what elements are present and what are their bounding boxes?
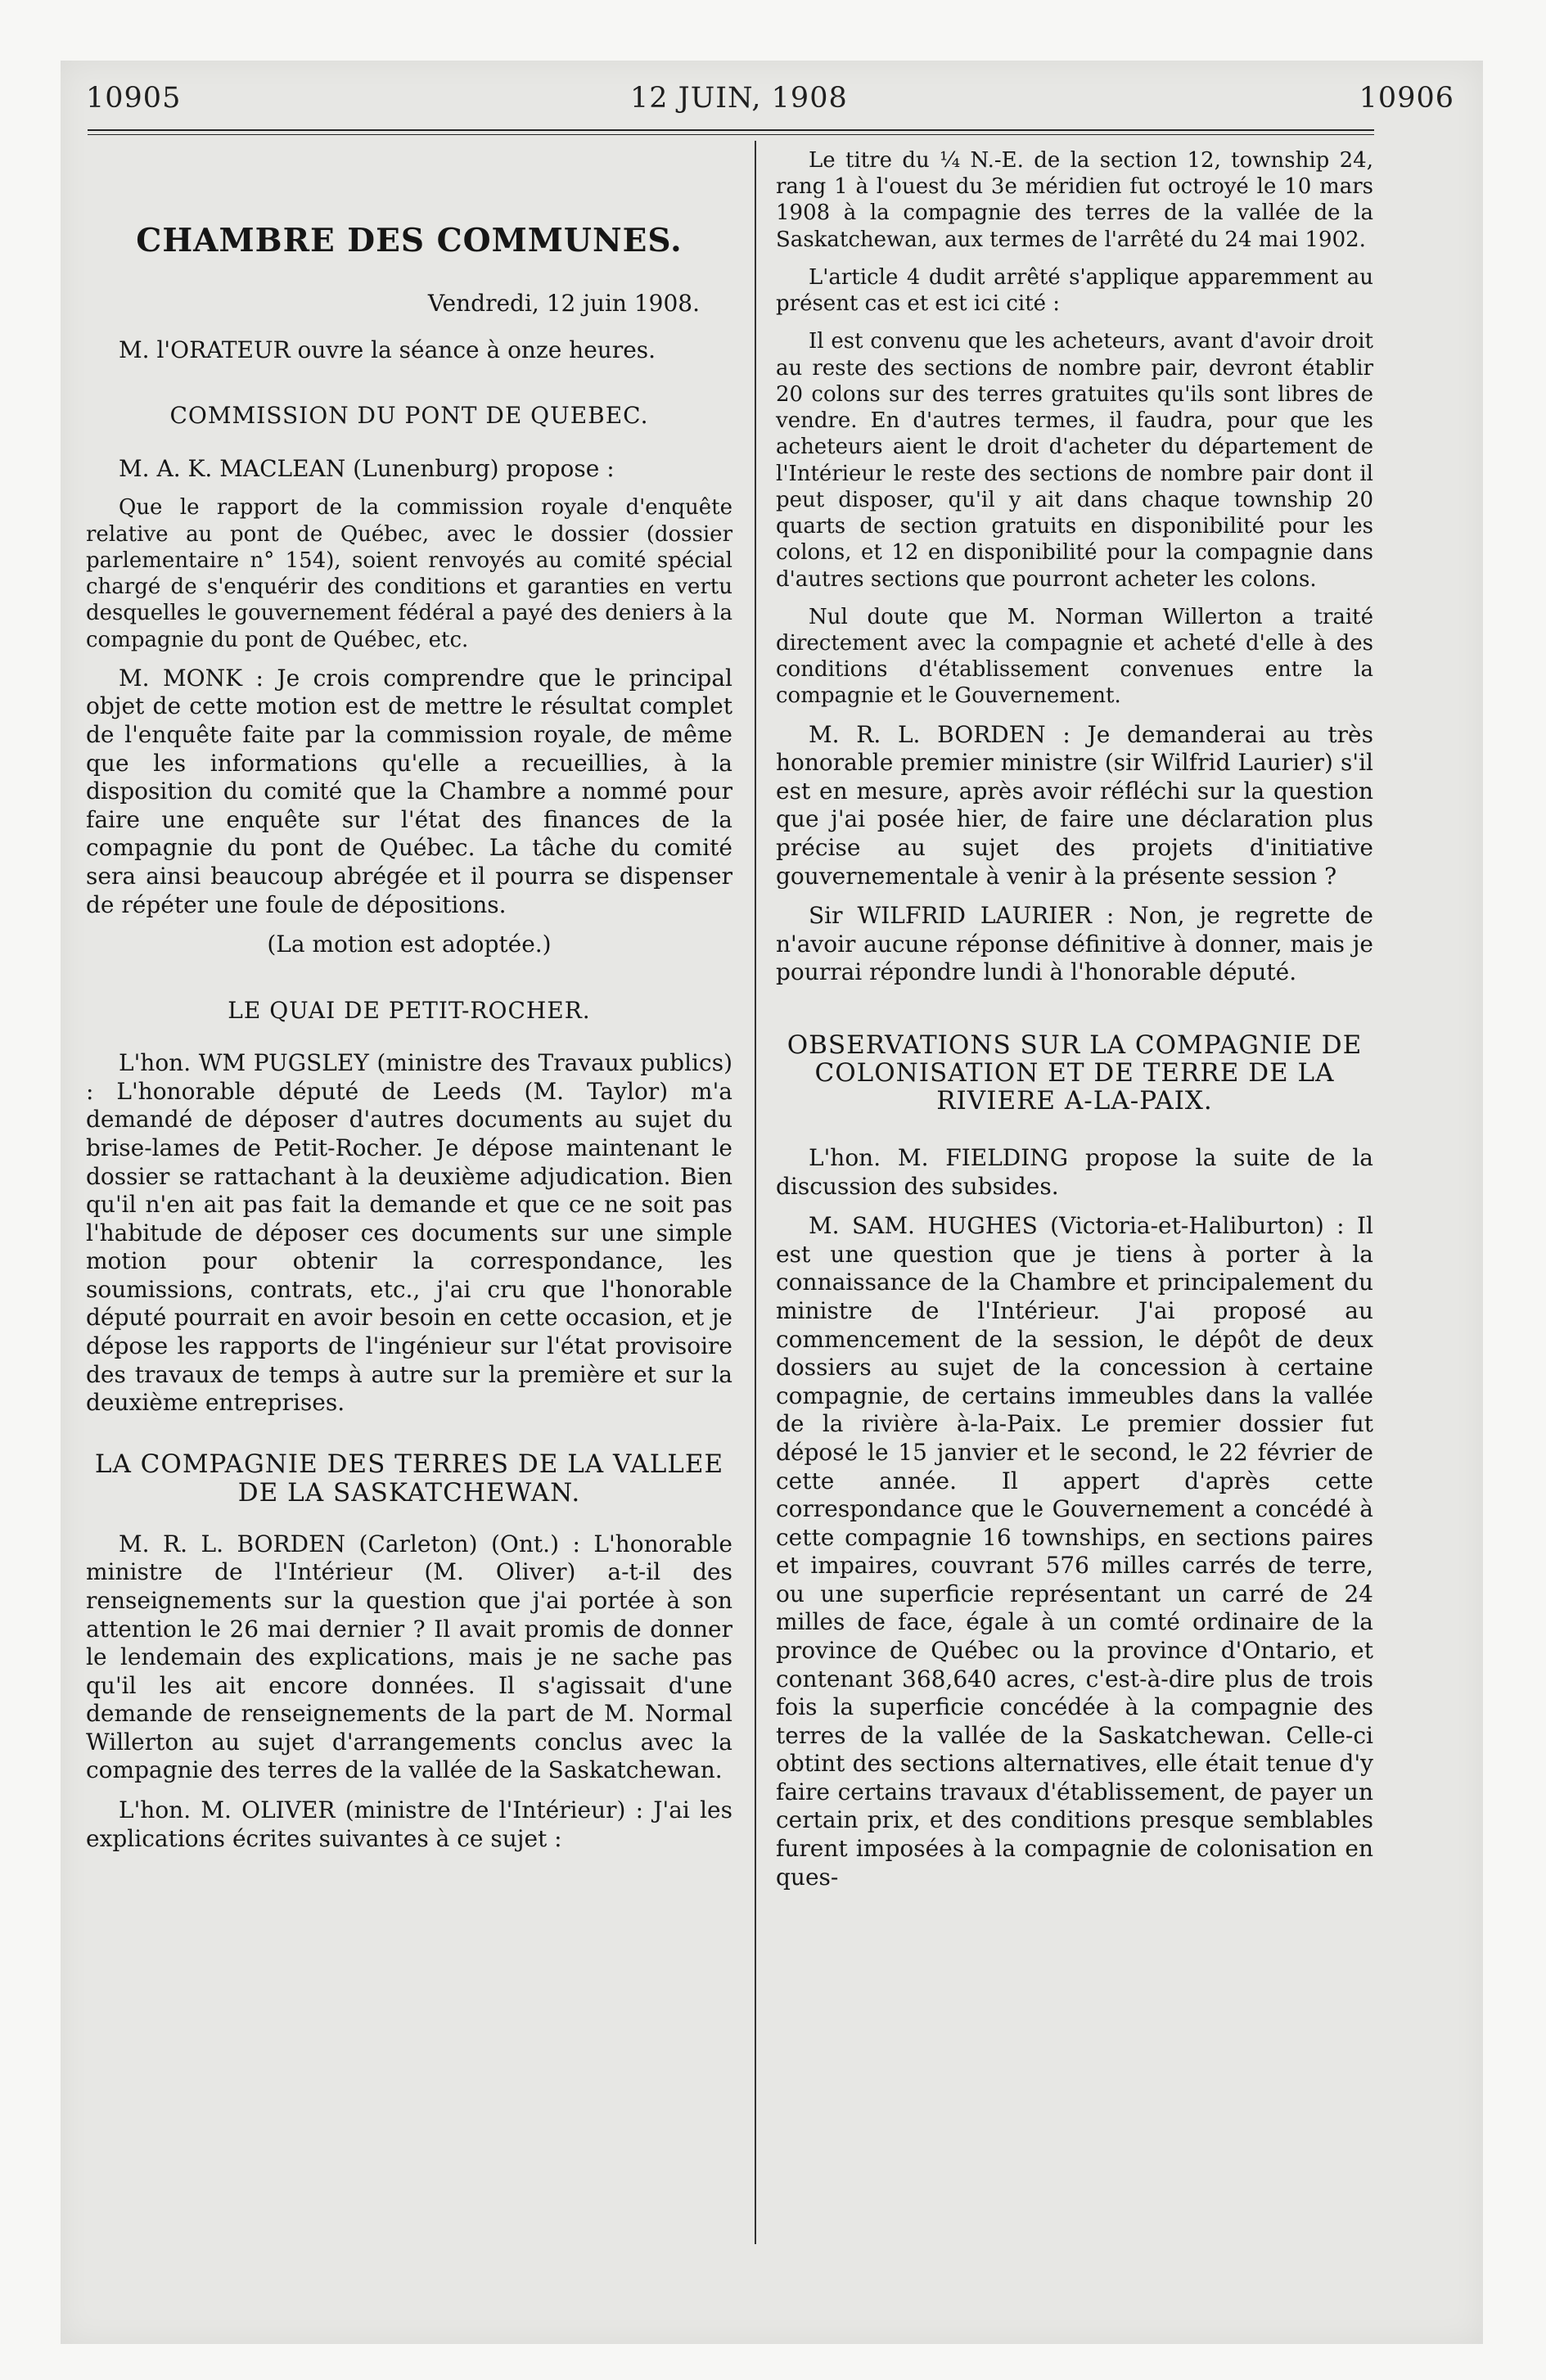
motion-text: Que le rapport de la commission royale d'enquête relative au pont de Québec, avec le dossier (dossier parlementaire n° 154), soient renvoyés au comité spécial chargé de s'enquérir des conditions et garanties en vertu desquelles le gouvernement fédéral a payé des deniers à la compagnie du pont de Québec, etc. (86, 495, 732, 652)
section-heading-quebec-bridge: COMMISSION DU PONT DE QUEBEC. (169, 402, 649, 430)
page-number-right: 10906 (1359, 82, 1454, 115)
opening-paragraph: M. l'ORATEUR ouvre la séance à onze heures. (119, 336, 656, 363)
title-paragraph: Le titre du ¼ N.-E. de la section 12, township 24, rang 1 à l'ouest du 3e méridien fut octroyé le 10 mars 1908 à la compagnie des terres de la vallée de la Saskatchewan, aux termes de l'arrêté du 24 mai 1902. (776, 148, 1373, 252)
section-heading-peace-river: OBSERVATIONS SUR LA COMPAGNIE DE COLONISATION ET DE TERRE DE LA RIVIERE A-LA-PAIX. (787, 1030, 1363, 1116)
section-heading-petit-rocher: LE QUAI DE PETIT-ROCHER. (228, 996, 591, 1024)
right-column (776, 147, 1373, 1903)
borden-paragraph: M. R. L. BORDEN (Carleton) (Ont.) : L'honorable ministre de l'Intérieur (M. Oliver) a-t-il des renseignements sur la question que j'ai portée à son attention le 26 mai dernier ? Il avait promis de donner le lendemain des explications, mais je ne sache pas qu'il les ait encore données. Il s'agissait d'une demande de renseignements de la part de M. Normal Willerton au sujet d'arrangements conclus avec la compagnie des terres de la vallée de la Saskatchewan. (86, 1530, 732, 1784)
sitting-date: Vendredi, 12 juin 1908. (427, 290, 700, 318)
maclean-paragraph: M. A. K. MACLEAN (Lunenburg) propose : (119, 454, 615, 482)
laurier-paragraph: Sir WILFRID LAURIER : Non, je regrette de n'avoir aucune réponse définitive à donner, mais je pourrai répondre lundi à l'honorable député. (776, 902, 1373, 986)
chamber-title: CHAMBRE DES COMMUNES. (136, 222, 683, 259)
article-paragraph: L'article 4 dudit arrêté s'applique apparemment au présent cas et est ici cité : (776, 264, 1373, 317)
header-rule (88, 129, 1374, 131)
hughes-paragraph: M. SAM. HUGHES (Victoria-et-Haliburton) : Il est une question que je tiens à porter à la connaissance de la Chambre et principalement du ministre de l'Intérieur. J'ai proposé au commencement de la session, le dépôt de deux dossiers au sujet de la concession à certaine compagnie, de certains immeubles dans la vallée de la rivière à-la-Paix. Le premier dossier fut déposé le 15 janvier et le second, le 22 février de cette année. Il appert d'après cette correspondance que le Gouvernement a concédé à cette compagnie 16 townships, en sections paires et impaires, couvrant 576 milles carrés de terre, ou une superficie représentant un carré de 24 milles de face, égale à un comté ordinaire de la province de Québec ou la province d'Ontario, et contenant 368,640 acres, c'est-à-dire plus de trois fois la superficie concédée à la compagnie des terres de la vallée de la Saskatchewan. Celle-ci obtint des sections alternatives, elle était tenue d'y faire certains travaux d'établissement, de payer un certain prix, et des conditions presque semblables furent imposées à la compagnie de colonisation en ques- (776, 1212, 1373, 1891)
borden-question-paragraph: M. R. L. BORDEN : Je demanderai au très honorable premier ministre (sir Wilfrid Laurier) s'il est en mesure, après avoir réfléchi sur la question que j'ai posée hier, de faire une déclaration plus précise au sujet des projets d'initiative gouvernementale à venir à la présente session ? (776, 720, 1373, 890)
fielding-paragraph: L'hon. M. FIELDING propose la suite de la discussion des subsides. (776, 1144, 1373, 1200)
monk-paragraph: M. MONK : Je crois comprendre que le principal objet de cette motion est de mettre le résultat complet de l'enquête faite par la commission royale, de même que les informations qu'elle a recueillies, à la disposition du comité que la Chambre a nommé pour faire une enquête sur l'état des finances de la compagnie du pont de Québec. La tâche du comité sera ainsi beaucoup abrégée et il pourra se dispenser de répéter une foule de dépositions. (86, 664, 732, 918)
left-column (86, 147, 732, 1864)
quote-paragraph: Il est convenu que les acheteurs, avant d'avoir droit au reste des sections de nombre pair, devront établir 20 colons sur des terres gratuites qu'ils sont libres de vendre. En d'autres termes, il faudra, pour que les acheteurs aient le droit d'acheter du département de l'Intérieur le reste des sections de nombre pair dont il peut disposer, qu'il y ait dans chaque township 20 quarts de section gratuits en disponibilité pour les colons, et 12 en disponibilité pour la compagnie dans d'autres sections que pourront acheter les colons. (776, 329, 1373, 592)
page-number-left: 10905 (86, 82, 182, 115)
column-divider (755, 141, 756, 2244)
pugsley-paragraph: L'hon. WM PUGSLEY (ministre des Travaux publics) : L'honorable député de Leeds (M. Taylor) m'a demandé de déposer d'autres documents au sujet du brise-lames de Petit-Rocher. Je dépose maintenant le dossier se rattachant à la deuxième adjudication. Bien qu'il n'en ait pas fait la demande et que ce ne soit pas l'habitude de déposer ces documents sur une simple motion pour obtenir la correspondance, les soumissions, contrats, etc., j'ai cru que l'honorable député pourrait en avoir besoin en cette occasion, et je dépose les rapports de l'ingénieur sur l'état provisoire des travaux de temps à autre sur la première et sur la deuxième entreprises. (86, 1049, 732, 1417)
page-date: 12 JUIN, 1908 (630, 82, 848, 115)
willerton-paragraph: Nul doute que M. Norman Willerton a traité directement avec la compagnie et acheté d'elle à des conditions d'établissement convenues entre la compagnie et le Gouvernement. (776, 604, 1373, 709)
section-heading-saskatchewan: LA COMPAGNIE DES TERRES DE LA VALLEE DE LA SASKATCHEWAN. (94, 1449, 724, 1508)
motion-adopted: (La motion est adoptée.) (267, 931, 552, 958)
oliver-paragraph: L'hon. M. OLIVER (ministre de l'Intérieur) : J'ai les explications écrites suivantes à ce sujet : (86, 1796, 732, 1852)
header-rule-thin (88, 134, 1374, 135)
